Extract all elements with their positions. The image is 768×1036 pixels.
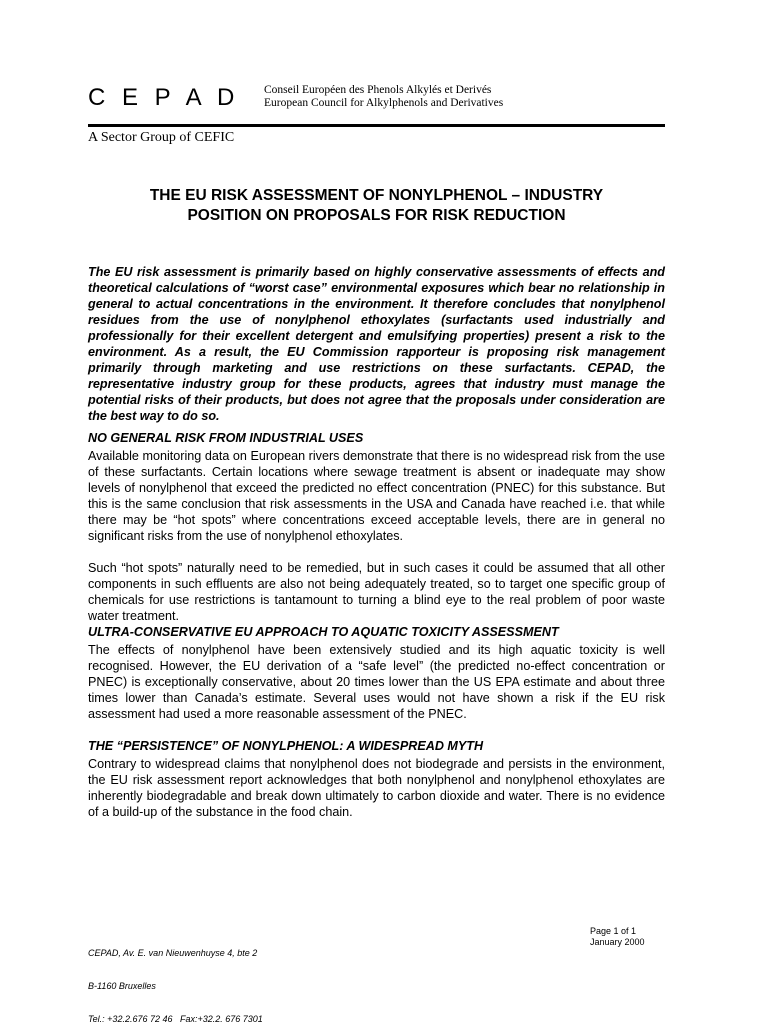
section-paragraph: The effects of nonylphenol have been extensively studied and its high aquatic toxicity is well recognised. However, the EU derivation of a “safe level” (the predicted no-effect concentration or PNEC) is exceptionally conservative, about 20 times lower than the US EPA estimate and about three times lower than Canada’s estimate. Several uses would not have shown a risk if the EU risk assessment had used a more reasonable assessment of the PNEC. [88,643,665,721]
sector-group-line: A Sector Group of CEFIC [88,130,235,145]
section-paragraph: Such “hot spots” naturally need to be remedied, but in such cases it could be assumed that all other components in such effluents are also not being adequately treated, so to target one specific group of chemicals for use restrictions is tantamount to turning a blind eye to the real problem of poor waste water treatment. [88,561,665,623]
title-line-2: POSITION ON PROPOSALS FOR RISK REDUCTION [187,207,566,224]
council-name-en: European Council for Alkylphenols and Derivatives [264,97,504,109]
intro-summary: The EU risk assessment is primarily based on highly conservative assessments of effects and theoretical calculations of “worst case” environmental exposures which bear no relationship in general to actual concentrations in the environment. It therefore concludes that nonylphenol residues from the use of nonylphenol ethoxylates (surfactants used industrially and professionally for their excellent detergent and emulsifying properties) present a risk to the environment. As a result, the EU Commission rapporteur is proposing risk management primarily through marketing and use restrictions on these surfactants. CEPAD, the representative industry group for these products, agrees that industry must manage the potential risks of their products, but does not agree that the proposals under consideration are the best way to do so. [88,265,665,423]
address-line: B-1160 Bruxelles [88,981,156,991]
council-name-fr: Conseil Européen des Phenols Alkylés et Derivés [264,84,492,96]
section-heading-industrial-uses: NO GENERAL RISK FROM INDUSTRIAL USES [88,431,364,445]
document-title [88,186,665,226]
document-date: January 2000 [590,937,645,947]
footer-address [88,926,263,1036]
council-names [264,84,503,110]
contact-line: Tel.: +32.2.676 72 46 Fax:+32.2. 676 7301 [88,1014,263,1024]
section-paragraph: Available monitoring data on European rivers demonstrate that there is no widespread risk from the use of these surfactants. Certain locations where sewage treatment is absent or inadequate may show levels of nonylphenol that exceed the predicted no effect concentration (PNEC) for this substance. But this is the same conclusion that risk assessments in the USA and Canada have reached i.e. that while there may be “hot spots” where concentrations exceed acceptable levels, there are in general no significant risks from the use of nonylphenol ethoxylates. [88,449,665,543]
address-line: CEPAD, Av. E. van Nieuwenhuyse 4, bte 2 [88,948,258,958]
cepad-logo: C E P A D [88,84,240,111]
page-number: Page 1 of 1 [590,926,637,936]
section-paragraph: Contrary to widespread claims that nonylphenol does not biodegrade and persists in the environment, the EU risk assessment report acknowledges that both nonylphenol and nonylphenol ethoxylates are inherently biodegradable and break down ultimately to carbon dioxide and water. There is no evidence of a build-up of the substance in the food chain. [88,757,665,819]
title-line-1: THE EU RISK ASSESSMENT OF NONYLPHENOL – INDUSTRY [149,187,604,204]
footer-page-info [590,926,645,948]
section-heading-persistence: THE “PERSISTENCE” OF NONYLPHENOL: A WIDESPREAD MYTH [88,739,484,753]
section-heading-aquatic-toxicity: ULTRA-CONSERVATIVE EU APPROACH TO AQUATIC TOXICITY ASSESSMENT [88,625,559,639]
header-rule [88,124,665,127]
